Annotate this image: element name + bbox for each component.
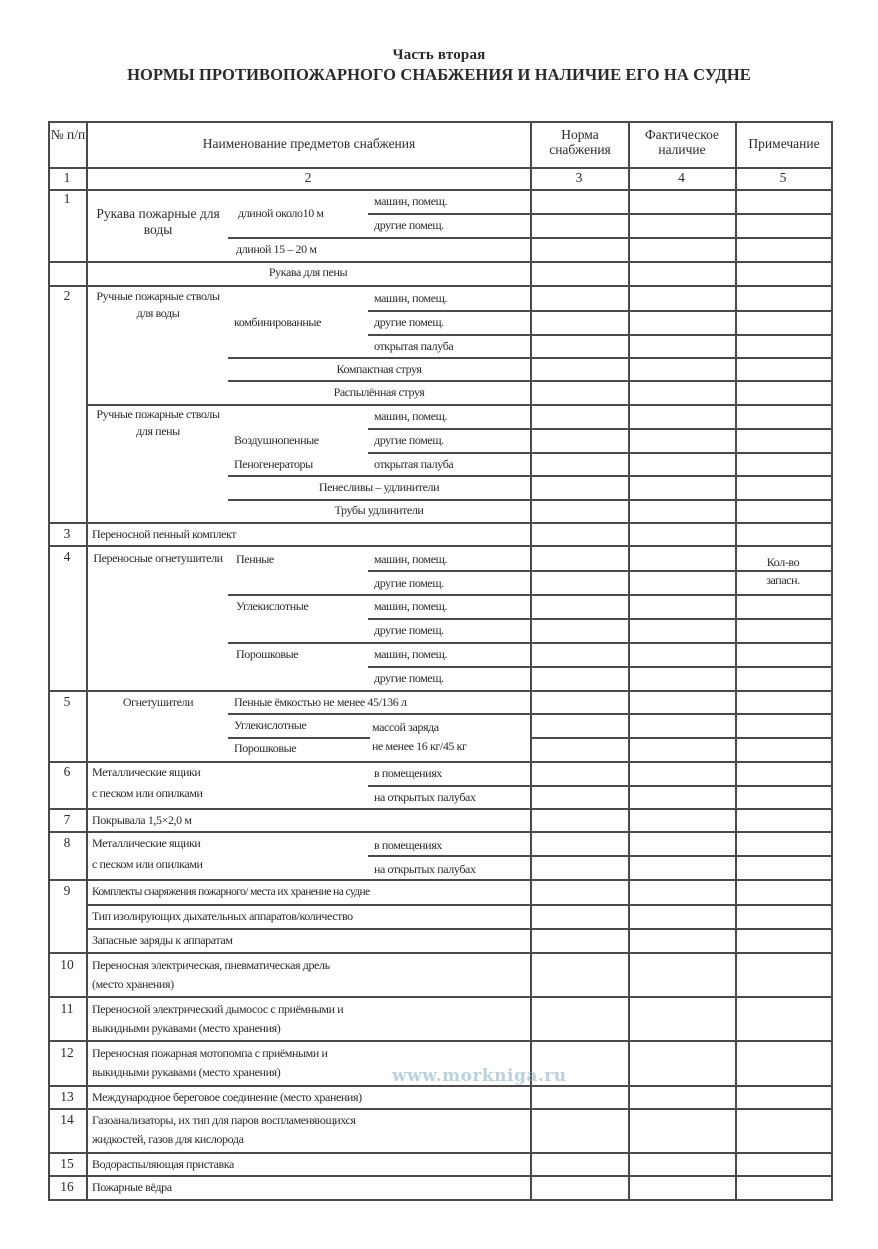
col-number-1: 1 bbox=[63, 170, 71, 185]
rule-h bbox=[530, 475, 833, 477]
item-sublabel: Углекислотные bbox=[236, 599, 309, 613]
note-text: Кол-во запасн. bbox=[766, 555, 800, 587]
rule-h bbox=[368, 666, 532, 668]
item-location: другие помещ. bbox=[374, 576, 444, 590]
item-label: Переносные огнетушители bbox=[93, 551, 223, 565]
item-label: Покрывала 1,5×2,0 м bbox=[92, 813, 192, 827]
item-sublabel: Распылённая струя bbox=[333, 385, 425, 399]
rule-h bbox=[48, 167, 833, 169]
item-label: выкидными рукавами (место хранения) bbox=[92, 1021, 281, 1035]
item-label: с песком или опилками bbox=[92, 857, 203, 871]
item-label: Рукава для пены bbox=[268, 265, 348, 279]
item-location: машин, помещ. bbox=[374, 194, 448, 208]
item-label: Комплекты снаряжения пожарного/ места их хранение на судне bbox=[92, 886, 370, 898]
row-number: 6 bbox=[63, 764, 71, 779]
rule-h bbox=[530, 428, 833, 430]
row-number: 1 bbox=[63, 191, 71, 206]
watermark: www.morkniga.ru bbox=[392, 1066, 567, 1086]
col-header-num: № п/п bbox=[50, 127, 86, 142]
item-location: на открытых палубах bbox=[374, 790, 476, 804]
row-number: 11 bbox=[60, 1001, 74, 1016]
col-header-note: Примечание bbox=[748, 136, 820, 151]
rule-h bbox=[48, 189, 833, 191]
item-label: выкидными рукавами (место хранения) bbox=[92, 1065, 281, 1079]
rule-h bbox=[228, 357, 532, 359]
item-sublabel: Пенные bbox=[236, 552, 274, 566]
item-location: другие помещ. bbox=[374, 671, 444, 685]
rule-h bbox=[530, 380, 833, 382]
row-number: 4 bbox=[63, 549, 71, 564]
rule-h bbox=[368, 785, 532, 787]
item-label: Переносная электрическая, пневматическая дрель bbox=[92, 958, 330, 972]
rule-h bbox=[48, 1152, 833, 1154]
row-number: 14 bbox=[60, 1112, 74, 1127]
rule-h bbox=[530, 713, 833, 715]
rule-h bbox=[86, 261, 532, 263]
item-sublabel: Пенесливы – удлинители bbox=[318, 480, 440, 494]
rule-h bbox=[228, 499, 532, 501]
item-sublabel: Трубы удлинители bbox=[334, 503, 424, 517]
rule-h bbox=[368, 855, 532, 857]
item-label: Переносной электрический дымосос с приёмными и bbox=[92, 1002, 344, 1016]
rule-h bbox=[48, 952, 833, 954]
rule-h bbox=[48, 121, 833, 123]
rule-h bbox=[48, 761, 833, 763]
rule-h bbox=[48, 690, 833, 692]
item-location: другие помещ. bbox=[374, 315, 444, 329]
rule-h bbox=[368, 570, 532, 572]
col-number-3: 3 bbox=[575, 170, 583, 185]
rule-h bbox=[48, 808, 833, 810]
row-number: 7 bbox=[63, 812, 71, 827]
rule-h bbox=[530, 594, 833, 596]
item-location: машин, помещ. bbox=[374, 291, 448, 305]
rule-v bbox=[530, 121, 532, 1201]
rule-h bbox=[48, 996, 833, 998]
col-number-5: 5 bbox=[779, 170, 787, 185]
item-sublabel: комбинированные bbox=[234, 315, 322, 329]
rule-h bbox=[86, 904, 532, 906]
rule-v bbox=[628, 121, 630, 1201]
rule-h bbox=[228, 642, 532, 644]
col-header-norm: Норма снабжения bbox=[549, 127, 611, 157]
item-spec: массой заряда bbox=[372, 720, 439, 734]
col-number-2: 2 bbox=[304, 170, 312, 185]
rule-h bbox=[368, 618, 532, 620]
rule-h bbox=[86, 928, 532, 930]
rule-h bbox=[530, 737, 833, 739]
rule-h bbox=[368, 452, 532, 454]
item-sublabel: длиной около10 м bbox=[238, 206, 324, 220]
item-label: жидкостей, газов для кислорода bbox=[92, 1132, 244, 1146]
rule-h bbox=[368, 310, 532, 312]
item-label: Огнетушители bbox=[122, 695, 194, 709]
rule-h bbox=[228, 737, 370, 739]
item-location: другие помещ. bbox=[374, 623, 444, 637]
row-number: 12 bbox=[60, 1045, 74, 1060]
item-label: Ручные пожарные стволы для пены bbox=[96, 407, 220, 438]
item-spec: не менее 16 кг/45 кг bbox=[372, 739, 467, 753]
row-number: 16 bbox=[60, 1179, 74, 1194]
rule-h bbox=[530, 213, 833, 215]
rule-h bbox=[368, 428, 532, 430]
rule-h bbox=[530, 357, 833, 359]
item-label: Международное береговое соединение (место хранения) bbox=[92, 1090, 362, 1104]
item-label: Переносной пенный комплект bbox=[92, 527, 237, 541]
item-location: машин, помещ. bbox=[374, 552, 448, 566]
row-number: 5 bbox=[63, 694, 71, 709]
rule-v bbox=[735, 121, 737, 1201]
rule-h bbox=[530, 904, 833, 906]
rule-h bbox=[48, 545, 833, 547]
item-sublabel: Воздушнопенные bbox=[234, 433, 319, 447]
rule-h bbox=[228, 713, 532, 715]
item-location: в помещениях bbox=[374, 766, 442, 780]
item-location: машин, помещ. bbox=[374, 599, 448, 613]
item-label: с песком или опилками bbox=[92, 786, 203, 800]
rule-h bbox=[530, 855, 833, 857]
item-sublabel: Компактная струя bbox=[336, 362, 422, 376]
item-label: Тип изолирующих дыхательных аппаратов/количество bbox=[92, 909, 353, 923]
row-number: 9 bbox=[63, 883, 71, 898]
rule-h bbox=[368, 334, 532, 336]
item-label: Ручные пожарные стволы для воды bbox=[96, 289, 220, 320]
item-location: машин, помещ. bbox=[374, 409, 448, 423]
row-number: 2 bbox=[63, 288, 71, 303]
item-sublabel: Углекислотные bbox=[234, 718, 307, 732]
item-location: открытая палуба bbox=[374, 339, 454, 353]
item-label: Металлические ящики bbox=[92, 836, 201, 850]
item-location: другие помещ. bbox=[374, 433, 444, 447]
col-header-name: Наименование предметов снабжения bbox=[202, 136, 416, 151]
rule-h bbox=[530, 499, 833, 501]
rule-h bbox=[530, 785, 833, 787]
rule-h bbox=[530, 618, 833, 620]
rule-h bbox=[530, 666, 833, 668]
rule-h bbox=[530, 334, 833, 336]
item-sublabel: Пенные ёмкостью не менее 45/136 л bbox=[234, 695, 407, 709]
rule-h bbox=[48, 1108, 833, 1110]
rule-v bbox=[48, 121, 50, 1201]
item-location: на открытых палубах bbox=[374, 862, 476, 876]
row-number: 13 bbox=[60, 1089, 74, 1104]
rule-h bbox=[368, 213, 532, 215]
item-label: Металлические ящики bbox=[92, 765, 201, 779]
item-location: машин, помещ. bbox=[374, 647, 448, 661]
row-number: 3 bbox=[63, 526, 71, 541]
item-location: другие помещ. bbox=[374, 218, 444, 232]
rule-h bbox=[48, 1040, 833, 1042]
rule-v bbox=[86, 121, 88, 1201]
item-sublabel: длиной 15 – 20 м bbox=[236, 242, 317, 256]
rule-h bbox=[48, 831, 833, 833]
rule-v bbox=[831, 121, 833, 1201]
rule-h bbox=[530, 928, 833, 930]
item-label: Запасные заряды к аппаратам bbox=[92, 933, 233, 947]
item-label: Водораспыляющая приставка bbox=[92, 1157, 234, 1171]
page-title: НОРМЫ ПРОТИВОПОЖАРНОГО СНАБЖЕНИЯ И НАЛИЧИЕ ЕГО НА СУДНЕ bbox=[127, 65, 751, 84]
rule-h bbox=[48, 1175, 833, 1177]
rule-h bbox=[48, 879, 833, 881]
rule-h bbox=[48, 1199, 833, 1201]
rule-h bbox=[530, 452, 833, 454]
rule-h bbox=[228, 475, 532, 477]
rule-h bbox=[48, 285, 833, 287]
col-header-actual: Фактическое наличие bbox=[644, 127, 720, 157]
part-heading: Часть вторая bbox=[392, 47, 486, 63]
item-location: открытая палуба bbox=[374, 457, 454, 471]
item-label: Переносная пожарная мотопомпа с приёмными и bbox=[92, 1046, 328, 1060]
rule-h bbox=[530, 310, 833, 312]
col-number-4: 4 bbox=[678, 170, 685, 185]
item-label: Пожарные вёдра bbox=[92, 1180, 172, 1194]
rule-h bbox=[228, 380, 532, 382]
rule-h bbox=[228, 594, 532, 596]
rule-h bbox=[48, 522, 833, 524]
item-sublabel: Пеногенераторы bbox=[234, 457, 313, 471]
item-location: в помещениях bbox=[374, 838, 442, 852]
item-label: (место хранения) bbox=[92, 977, 174, 991]
item-label: Газоанализаторы, их тип для паров воспламеняющихся bbox=[92, 1113, 356, 1127]
item-sublabel: Порошковые bbox=[236, 647, 299, 661]
item-sublabel: Порошковые bbox=[234, 741, 297, 755]
row-number: 10 bbox=[60, 957, 74, 972]
rule-h bbox=[530, 642, 833, 644]
rule-h bbox=[228, 237, 532, 239]
rule-h bbox=[530, 404, 833, 406]
row-number: 15 bbox=[60, 1156, 74, 1171]
rule-h bbox=[530, 237, 833, 239]
row-number: 8 bbox=[63, 835, 71, 850]
item-label: Рукава пожарные для воды bbox=[96, 206, 220, 237]
